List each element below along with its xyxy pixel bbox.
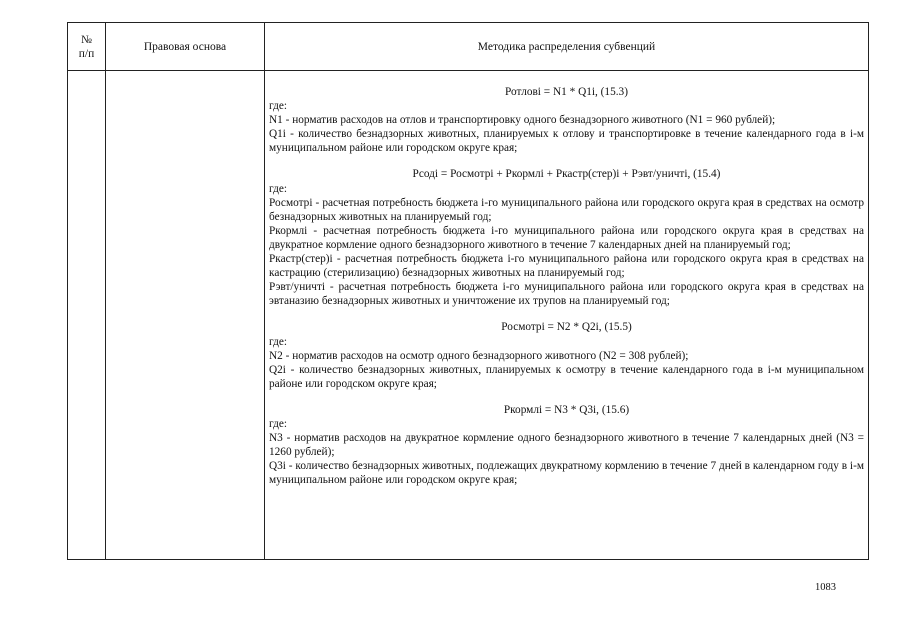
definition-paragraph: Росмотрi - расчетная потребность бюджета i-го муниципального района или городского округа края в средствах на осмотр безнадзорных животных на планируемый год;: [269, 196, 864, 223]
formula-15-4: Рсодi = Росмотрi + Ркормлi + Ркастр(стер)i + Рэвт/уничтi, (15.4): [412, 168, 721, 181]
definition-paragraph: Ркормлi - расчетная потребность бюджета i-го муниципального района или городского округа края в средствах на двукратное кормление одного безнадзорного животного в течение 7 календарных дней на планируемый год;: [269, 224, 864, 251]
cell-method: [265, 71, 869, 560]
definition-paragraph: Q1i - количество безнадзорных животных, планируемых к отлову и транспортировке в течение календарного года в i-м муниципальном районе или городском округе края;: [269, 128, 864, 155]
where-label: где:: [269, 100, 287, 113]
definition-paragraph: N1 - норматив расходов на отлов и транспортировку одного безнадзорного животного (N1 = 960 рублей);: [269, 114, 776, 127]
definition-paragraph: Рэвт/уничтi - расчетная потребность бюджета i-го муниципального района или городского округа края в средствах на эвтаназию безнадзорных животных и уничтожение их трупов на планируемый год;: [269, 281, 864, 308]
header-method: Методика распределения субвенций: [265, 23, 869, 71]
table-body-row: [68, 71, 869, 560]
header-basis: Правовая основа: [106, 23, 265, 71]
cell-num: [68, 71, 106, 560]
definition-paragraph: Q2i - количество безнадзорных животных, планируемых к осмотру в течение календарного года в i-м муниципальном районе или городском округе края;: [269, 363, 864, 390]
definition-paragraph: Q3i - количество безнадзорных животных, подлежащих двукратному кормлению в течение 7 дней в календарном году в i-м муниципальном районе или городском округе края;: [269, 460, 864, 487]
page-number: 1083: [815, 582, 836, 593]
formula-15-5: Росмотрi = N2 * Q2i, (15.5): [501, 321, 632, 334]
definition-paragraph: N3 - норматив расходов на двукратное кормление одного безнадзорного животного в течение 7 календарных дней (N3 = 1260 рублей);: [269, 432, 864, 459]
distribution-table: [67, 22, 869, 560]
formula-15-6: Ркормлi = N3 * Q3i, (15.6): [503, 403, 630, 416]
method-text: [265, 71, 868, 487]
definition-paragraph: Ркастр(стер)i - расчетная потребность бюджета i-го муниципального района или городского округа края в средствах на кастрацию (стерилизацию) безнадзорных животных на планируемый год;: [269, 253, 864, 280]
where-label: где:: [269, 182, 287, 195]
cell-basis: [106, 71, 265, 560]
header-num: № п/п: [68, 23, 106, 71]
table-header-row: [68, 23, 869, 71]
formula-15-3: Ротловi = N1 * Q1i, (15.3): [505, 86, 628, 98]
where-label: где:: [269, 417, 287, 430]
where-label: где:: [269, 335, 287, 348]
definition-paragraph: N2 - норматив расходов на осмотр одного безнадзорного животного (N2 = 308 рублей);: [269, 349, 689, 362]
